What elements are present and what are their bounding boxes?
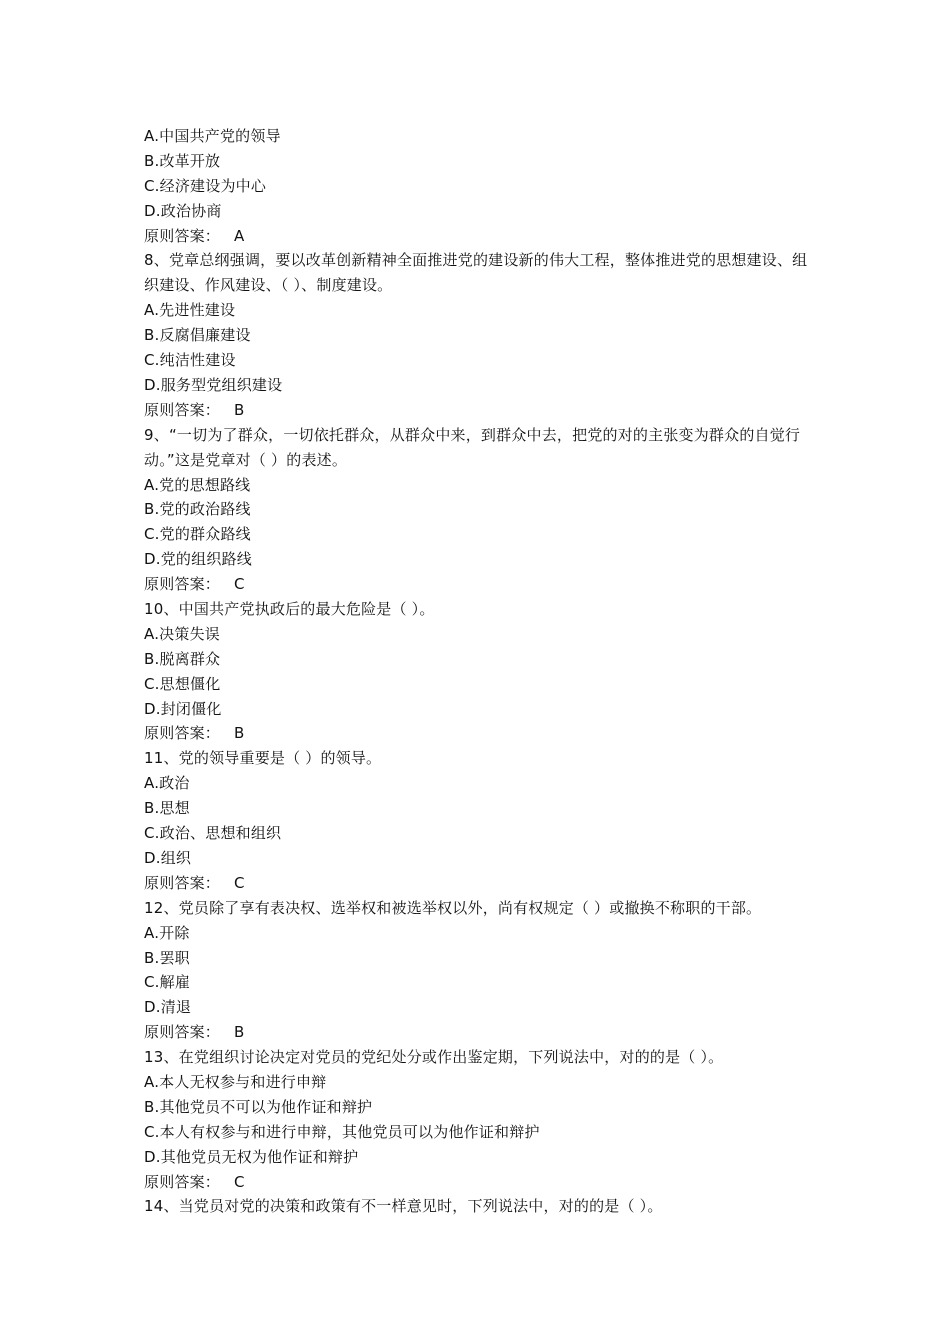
option-text: A.政治: [144, 774, 190, 793]
option-text: C.纯洁性建设: [144, 351, 236, 370]
question-text: 13、在党组织讨论决定对党员的党纪处分或作出鉴定期，下列说法中，对的的是（ ）。: [144, 1048, 724, 1067]
option-text: D.封闭僵化: [144, 699, 222, 718]
answer-value: B: [234, 1023, 245, 1042]
answer-line: [144, 224, 834, 249]
option-text: C.解雇: [144, 973, 191, 992]
option-text: D.服务型党组织建设: [144, 375, 283, 394]
answer-value: C: [234, 873, 245, 892]
answer-value: B: [234, 400, 245, 419]
answer-label: 原则答案：: [144, 1023, 221, 1042]
option-text: D.组织: [144, 848, 192, 867]
question-text: 10、中国共产党执政后的最大危险是（ ）。: [144, 599, 435, 618]
question-text: 14、当党员对党的决策和政策有不一样意见时，下列说法中，对的的是（ ）。: [144, 1197, 663, 1216]
answer-label: 原则答案：: [144, 226, 221, 245]
question-text: 9、“一切为了群众，一切依托群众，从群众中来，到群众中去，把党的对的主张变为群众的自觉行动。”这是党章对（ ）的表述。: [144, 425, 801, 469]
answer-line: [144, 572, 834, 597]
answer-line: [144, 398, 834, 423]
option-text: B.党的政治路线: [144, 500, 251, 519]
answer-line: [144, 1170, 834, 1195]
option-text: C.经济建设为中心: [144, 176, 267, 195]
option-text: A.党的思想路线: [144, 475, 251, 494]
answer-line: [144, 871, 834, 896]
answer-label: 原则答案：: [144, 873, 221, 892]
question-text: 11、党的领导重要是（ ）的领导。: [144, 749, 382, 768]
answer-label: 原则答案：: [144, 575, 221, 594]
option-text: C.本人有权参与和进行申辩，其他党员可以为他作证和辩护: [144, 1122, 540, 1141]
answer-value: C: [234, 575, 245, 594]
option-text: B.思想: [144, 799, 190, 818]
answer-label: 原则答案：: [144, 400, 221, 419]
option-text: B.改革开放: [144, 151, 221, 170]
option-text: B.反腐倡廉建设: [144, 326, 251, 345]
option-text: C.党的群众路线: [144, 525, 251, 544]
option-text: D.政治协商: [144, 201, 222, 220]
answer-label: 原则答案：: [144, 1172, 221, 1191]
answer-value: A: [234, 226, 245, 245]
document-page: [144, 124, 834, 1219]
option-text: C.思想僵化: [144, 674, 221, 693]
answer-value: C: [234, 1172, 245, 1191]
option-text: B.罢职: [144, 948, 190, 967]
option-text: A.先进性建设: [144, 301, 236, 320]
answer-value: B: [234, 724, 245, 743]
option-text: D.党的组织路线: [144, 550, 252, 569]
option-text: B.脱离群众: [144, 649, 221, 668]
option-text: D.其他党员无权为他作证和辩护: [144, 1147, 359, 1166]
option-text: A.开除: [144, 923, 190, 942]
option-text: A.本人无权参与和进行申辩: [144, 1072, 327, 1091]
option-text: D.清退: [144, 998, 192, 1017]
question-text: 8、党章总纲强调，要以改革创新精神全面推进党的建设新的伟大工程，整体推进党的思想建设、组织建设、作风建设、（ ）、制度建设。: [144, 251, 808, 295]
option-text: B.其他党员不可以为他作证和辩护: [144, 1097, 373, 1116]
option-text: A.决策失误: [144, 624, 220, 643]
answer-line: [144, 721, 834, 746]
answer-line: [144, 1020, 834, 1045]
option-text: A.中国共产党的领导: [144, 127, 281, 145]
option-text: C.政治、思想和组织: [144, 824, 282, 843]
question-text: 12、党员除了享有表决权、选举权和被选举权以外，尚有权规定（ ）或撤换不称职的干部。: [144, 898, 762, 917]
answer-label: 原则答案：: [144, 724, 221, 743]
